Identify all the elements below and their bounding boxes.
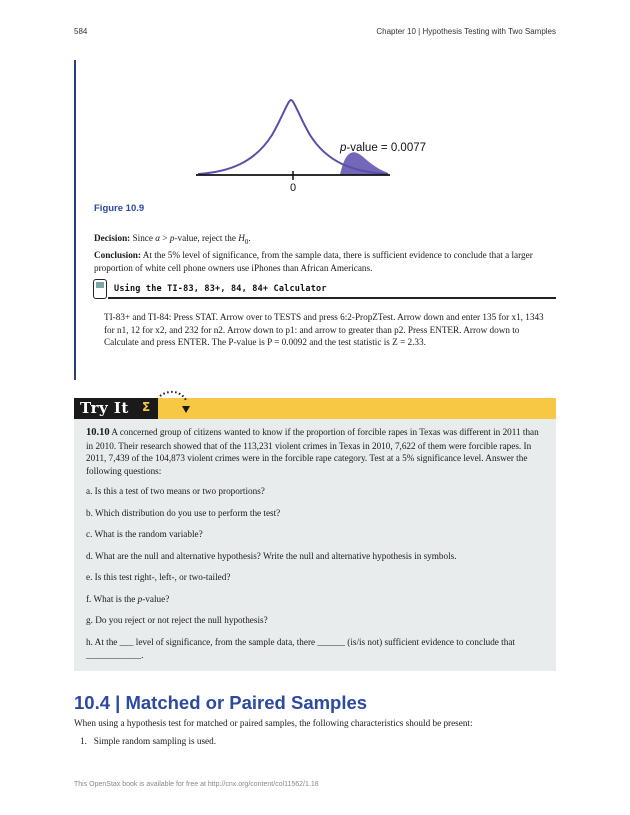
list-number: 1. (80, 736, 87, 746)
calculator-title: Using the TI-83, 83+, 84, 84+ Calculator (114, 284, 327, 294)
figure-caption: Figure 10.9 (94, 203, 145, 214)
question-c: c. What is the random variable? (86, 529, 203, 539)
section-title (74, 692, 367, 714)
problem-text: A concerned group of citizens wanted to know if the proportion of forcible rapes in Texas was different in 2011 than in 2010. Their research showed that of the 113,231 violent crimes in Texas in 2010, 7,622 of them were forcible rapes. In 2011, 7,439 of the 104,873 violent crimes were in the forcible rape category. Test at a 5% significance level. Answer the following questions: (86, 427, 539, 476)
question-d: d. What are the null and alternative hypothesis? Write the null and alternative hypothesis in symbols. (86, 551, 457, 561)
problem-number: 10.10 (86, 427, 110, 438)
calculator-instructions: TI-83+ and TI-84: Press STAT. Arrow over to TESTS and press 6:2-PropZTest. Arrow down and enter 135 for x1, 1343 for n1, 12 for x2, and 232 for n2. Arrow down to p1: and arrow to greater than p2. Press ENTER. Arrow down to Calculate and press ENTER. The P-value is P = 0.0092 and the test statistic is Z = 2.33. (104, 312, 544, 347)
h-symbol: H (238, 233, 245, 243)
calculator-rule (108, 297, 556, 299)
question-f-p: p (137, 594, 143, 604)
question-f (86, 593, 548, 606)
question-g: g. Do you reject or not reject the null hypothesis? (86, 615, 268, 625)
section-number: 10.4 | (74, 692, 126, 713)
question-f-a: f. What is the (86, 594, 138, 604)
normal-curve-figure (190, 90, 460, 200)
try-it-problem (86, 426, 548, 477)
page-number: 584 (74, 27, 88, 36)
decision-paragraph (94, 232, 554, 248)
chapter-header: Chapter 10 | Hypothesis Testing with Two Samples (376, 27, 556, 36)
conclusion-paragraph (94, 249, 554, 274)
conclusion-text: At the 5% level of significance, from the sample data, there is sufficient evidence to conclude that a larger proportion of white cell phone owners use iPhones than African Americans. (94, 250, 533, 273)
try-it-label: Try It (80, 399, 129, 417)
pvalue-value: -value = 0.0077 (346, 142, 427, 154)
section-heading: Matched or Paired Samples (125, 692, 368, 713)
alpha-symbol: α (155, 233, 161, 243)
conclusion-label: Conclusion: (94, 250, 141, 260)
list-text: Simple random sampling is used. (93, 736, 217, 746)
list-item (80, 736, 216, 746)
decision-text-b: > (160, 233, 170, 243)
calculator-icon (93, 279, 107, 299)
question-f-b: -value? (142, 594, 170, 604)
question-h: h. At the ___ level of significance, from the sample data, there ______ (is/is not) sufficient evidence to conclude that ____________. (86, 637, 515, 660)
axis-tick-label: 0 (290, 182, 297, 194)
question-e: e. Is this test right-, left-, or two-tailed? (86, 572, 231, 582)
sigma-icon: Σ (142, 400, 151, 414)
pvalue-p: p (340, 142, 347, 154)
dotted-arrow-icon (156, 388, 194, 418)
section-intro: When using a hypothesis test for matched or paired samples, the following characteristics should be present: (74, 718, 473, 728)
example-side-bar (74, 60, 76, 380)
decision-text-c: -value, reject the (174, 233, 239, 243)
pvalue-annotation (339, 142, 426, 154)
decision-text-d: . (248, 233, 251, 243)
decision-text-a: Since (130, 233, 156, 243)
decision-label: Decision: (94, 233, 131, 243)
question-a: a. Is this a test of two means or two proportions? (86, 486, 265, 496)
footer-note: This OpenStax book is available for free at http://cnx.org/content/col11562/1.18 (74, 781, 319, 788)
p-symbol: p (169, 233, 175, 243)
question-b: b. Which distribution do you use to perform the test? (86, 508, 281, 518)
h-subscript: 0 (244, 237, 249, 246)
